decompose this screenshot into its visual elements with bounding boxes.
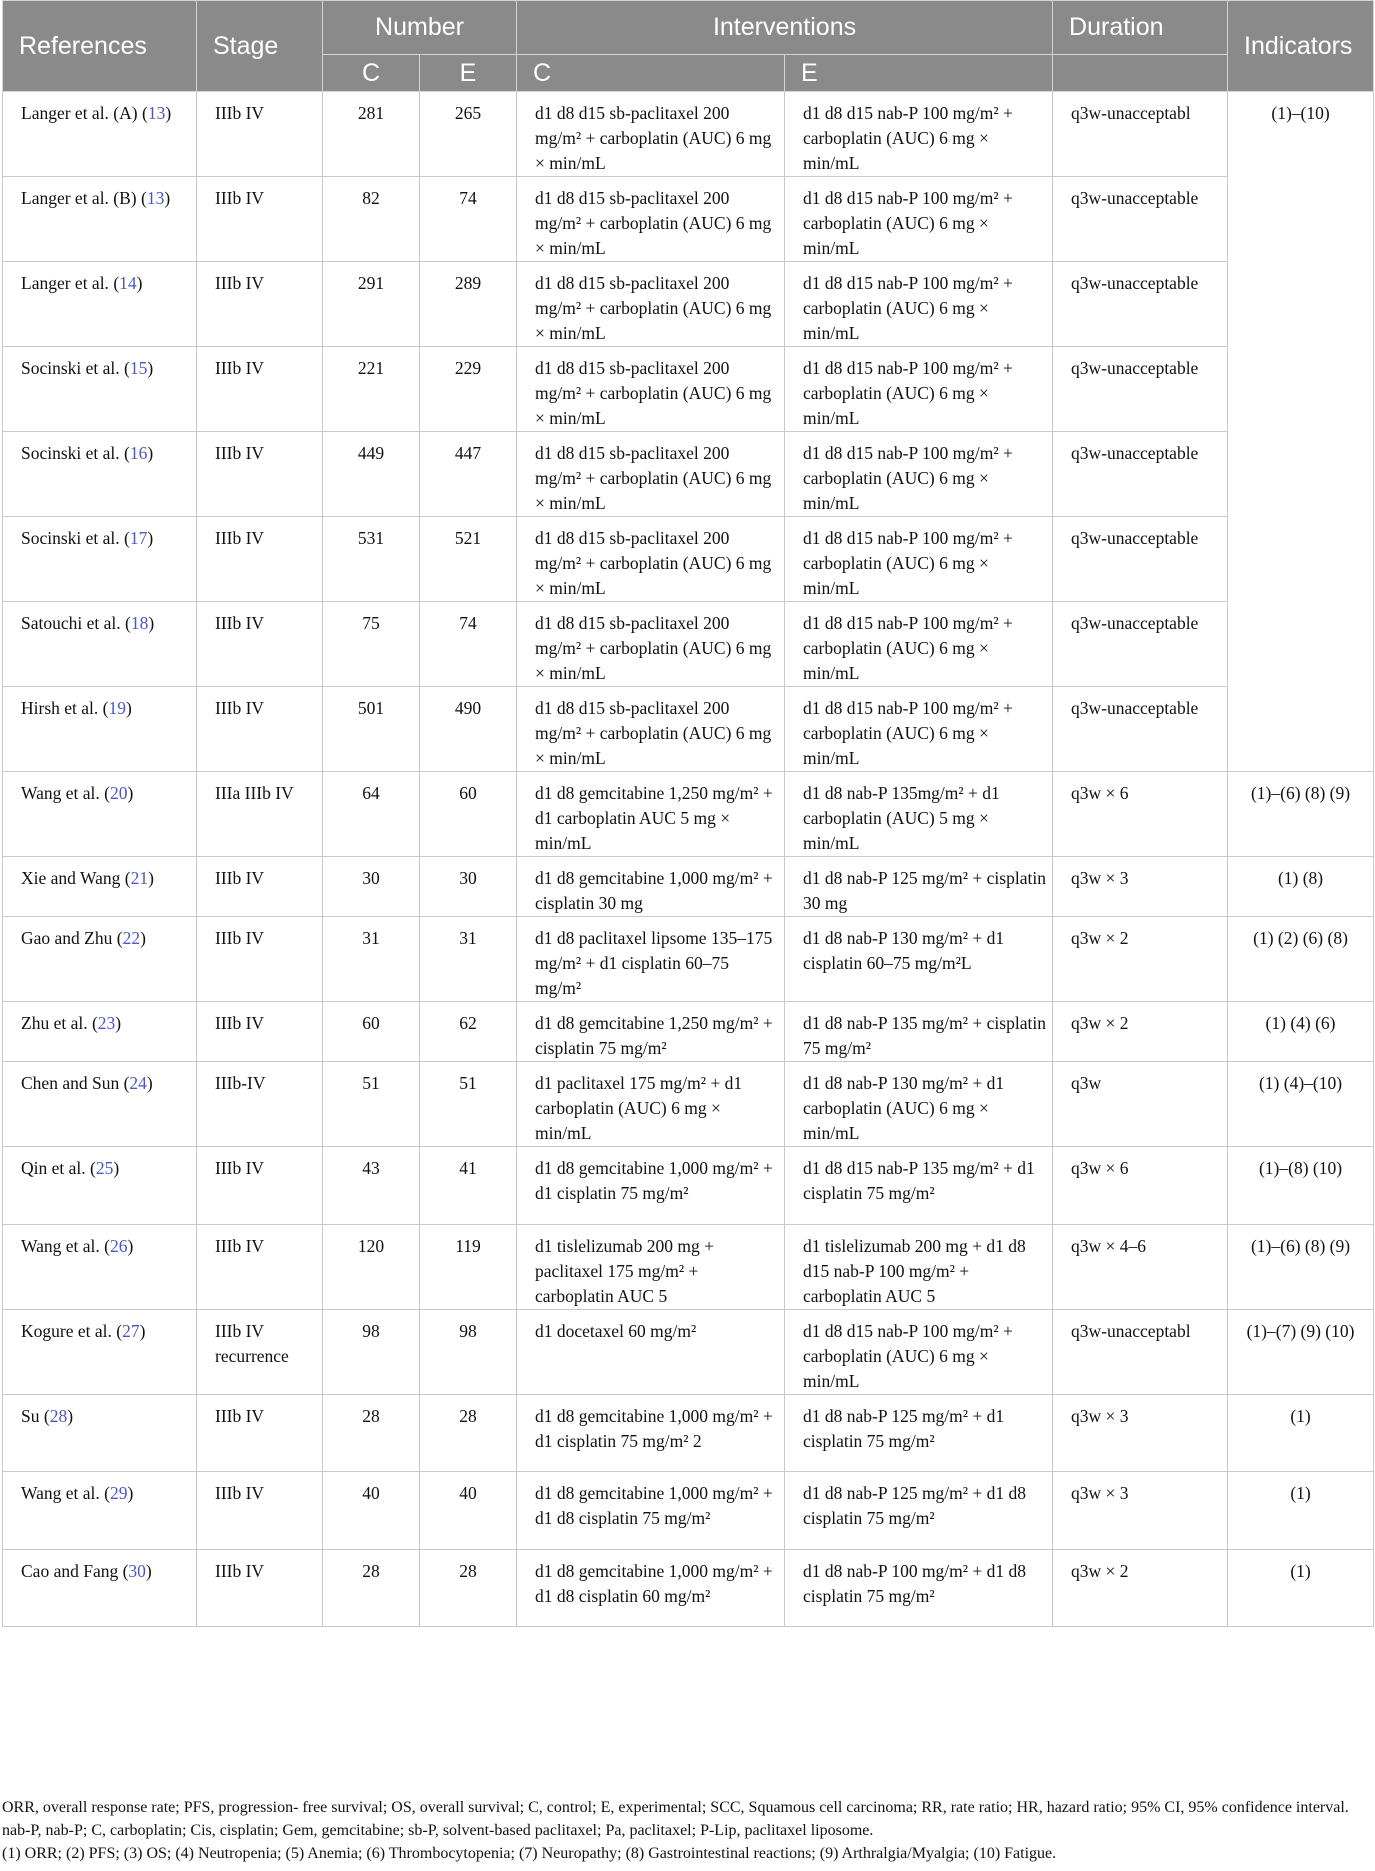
citation-link[interactable]: 21	[130, 868, 149, 888]
cell-number-e: 60	[420, 772, 517, 857]
cell-intervention-e: d1 d8 d15 nab-P 100 mg/m² + carboplatin (AUC) 6 mg × min/mL	[785, 1310, 1053, 1395]
cell-number-e: 289	[420, 262, 517, 347]
header-indicators: Indicators	[1228, 1, 1374, 92]
table-row	[3, 772, 1374, 857]
cell-intervention-c: d1 d8 d15 sb-paclitaxel 200 mg/m² + carboplatin (AUC) 6 mg × min/mL	[517, 92, 785, 177]
cell-duration: q3w × 3	[1053, 857, 1228, 917]
table-row	[3, 347, 1374, 432]
cell-number-c: 501	[323, 687, 420, 772]
cell-intervention-c: d1 d8 gemcitabine 1,000 mg/m² + d1 d8 cisplatin 60 mg/m²	[517, 1550, 785, 1627]
cell-number-e: 62	[420, 1002, 517, 1062]
cell-duration: q3w-unacceptable	[1053, 432, 1228, 517]
cell-intervention-c: d1 d8 gemcitabine 1,000 mg/m² + d1 d8 cisplatin 75 mg/m²	[517, 1472, 785, 1550]
citation-link[interactable]: 19	[108, 698, 126, 718]
cell-duration: q3w-unacceptable	[1053, 177, 1228, 262]
cell-stage: IIIb IV	[197, 1002, 323, 1062]
cell-stage: IIIb IV	[197, 517, 323, 602]
header-references: References	[3, 1, 197, 92]
cell-reference: Socinski et al. (16)	[3, 432, 197, 517]
cell-duration: q3w-unacceptable	[1053, 687, 1228, 772]
cell-intervention-c: d1 d8 gemcitabine 1,250 mg/m² + d1 carboplatin AUC 5 mg × min/mL	[517, 772, 785, 857]
cell-reference: Qin et al. (25)	[3, 1147, 197, 1225]
cell-duration: q3w-unacceptable	[1053, 517, 1228, 602]
studies-table	[2, 0, 1374, 1627]
table-row	[3, 1395, 1374, 1472]
cell-indicators: (1)	[1228, 1472, 1374, 1550]
cell-stage: IIIb IV	[197, 1472, 323, 1550]
table-row	[3, 1310, 1374, 1395]
header-interventions: Interventions	[517, 1, 1053, 55]
cell-stage: IIIa IIIb IV	[197, 772, 323, 857]
cell-intervention-c: d1 d8 d15 sb-paclitaxel 200 mg/m² + carboplatin (AUC) 6 mg × min/mL	[517, 517, 785, 602]
reference-author: Langer et al. (A)	[21, 103, 138, 123]
cell-reference: Su (28)	[3, 1395, 197, 1472]
header-number-c: C	[323, 55, 420, 92]
cell-indicators	[1228, 687, 1374, 772]
cell-number-e: 74	[420, 602, 517, 687]
cell-intervention-c: d1 d8 d15 sb-paclitaxel 200 mg/m² + carboplatin (AUC) 6 mg × min/mL	[517, 177, 785, 262]
cell-number-c: 60	[323, 1002, 420, 1062]
cell-number-c: 64	[323, 772, 420, 857]
cell-intervention-c: d1 docetaxel 60 mg/m²	[517, 1310, 785, 1395]
cell-duration: q3w × 2	[1053, 917, 1228, 1002]
cell-stage: IIIb IV	[197, 1225, 323, 1310]
citation-link[interactable]: 17	[129, 528, 148, 548]
reference-author: Socinski et al.	[21, 528, 120, 548]
cell-intervention-e: d1 d8 nab-P 130 mg/m² + d1 cisplatin 60–75 mg/m²L	[785, 917, 1053, 1002]
cell-intervention-e: d1 d8 nab-P 130 mg/m² + d1 carboplatin (AUC) 6 mg × min/mL	[785, 1062, 1053, 1147]
cell-reference: Satouchi et al. (18)	[3, 602, 197, 687]
cell-intervention-c: d1 d8 d15 sb-paclitaxel 200 mg/m² + carboplatin (AUC) 6 mg × min/mL	[517, 262, 785, 347]
citation-link[interactable]: 18	[130, 613, 149, 633]
cell-reference: Zhu et al. (23)	[3, 1002, 197, 1062]
table-row	[3, 432, 1374, 517]
cell-indicators: (1)	[1228, 1550, 1374, 1627]
cell-reference: Cao and Fang (30)	[3, 1550, 197, 1627]
cell-reference: Xie and Wang (21)	[3, 857, 197, 917]
table-row	[3, 517, 1374, 602]
table-row	[3, 1002, 1374, 1062]
cell-stage: IIIb IV	[197, 1395, 323, 1472]
cell-number-e: 28	[420, 1550, 517, 1627]
cell-duration: q3w × 2	[1053, 1002, 1228, 1062]
cell-reference: Langer et al. (14)	[3, 262, 197, 347]
cell-reference: Hirsh et al. (19)	[3, 687, 197, 772]
cell-intervention-e: d1 d8 d15 nab-P 100 mg/m² + carboplatin (AUC) 6 mg × min/mL	[785, 432, 1053, 517]
cell-indicators: (1) (4)–(10)	[1228, 1062, 1374, 1147]
table-row	[3, 917, 1374, 1002]
cell-intervention-c: d1 d8 gemcitabine 1,000 mg/m² + d1 cisplatin 75 mg/m² 2	[517, 1395, 785, 1472]
table-row	[3, 687, 1374, 772]
header-duration-sub	[1053, 55, 1228, 92]
cell-reference: Langer et al. (A) (13)	[3, 92, 197, 177]
reference-author: Socinski et al.	[21, 443, 120, 463]
cell-intervention-e: d1 d8 nab-P 135 mg/m² + cisplatin 75 mg/m²	[785, 1002, 1053, 1062]
cell-stage: IIIb IV	[197, 1550, 323, 1627]
cell-number-c: 449	[323, 432, 420, 517]
table-row	[3, 1062, 1374, 1147]
cell-intervention-c: d1 d8 gemcitabine 1,000 mg/m² + cisplatin 30 mg	[517, 857, 785, 917]
cell-stage: IIIb IV	[197, 857, 323, 917]
table-row	[3, 602, 1374, 687]
cell-duration: q3w × 6	[1053, 1147, 1228, 1225]
reference-author: Wang et al.	[21, 1483, 100, 1503]
reference-author: Chen and Sun	[21, 1073, 120, 1093]
cell-number-e: 41	[420, 1147, 517, 1225]
cell-reference: Socinski et al. (15)	[3, 347, 197, 432]
table-row	[3, 1225, 1374, 1310]
cell-intervention-c: d1 d8 d15 sb-paclitaxel 200 mg/m² + carboplatin (AUC) 6 mg × min/mL	[517, 432, 785, 517]
cell-stage: IIIb IV	[197, 347, 323, 432]
reference-author: Socinski et al.	[21, 358, 120, 378]
cell-reference: Chen and Sun (24)	[3, 1062, 197, 1147]
citation-link[interactable]: 14	[119, 273, 137, 293]
table-row	[3, 92, 1374, 177]
cell-intervention-e: d1 d8 d15 nab-P 100 mg/m² + carboplatin (AUC) 6 mg × min/mL	[785, 92, 1053, 177]
footnote-abbreviations: ORR, overall response rate; PFS, progression- free survival; OS, overall survival; C, control; E, experimental; SCC, Squamous cell carcinoma; RR, rate ratio; HR, hazard ratio; 95% CI, 95% confidence interval. nab-P, nab-P; C, carboplatin; Cis, cisplatin; Gem, gemcitabine; sb-P, solvent-based paclitaxel; Pa, paclitaxel; P-Lip, paclitaxel liposome.	[2, 1799, 1349, 1839]
cell-indicators	[1228, 602, 1374, 687]
citation-link[interactable]: 13	[146, 188, 165, 208]
reference-author: Cao and Fang	[21, 1561, 119, 1581]
cell-intervention-c: d1 d8 d15 sb-paclitaxel 200 mg/m² + carboplatin (AUC) 6 mg × min/mL	[517, 602, 785, 687]
cell-indicators: (1) (2) (6) (8)	[1228, 917, 1374, 1002]
cell-stage: IIIb IV	[197, 432, 323, 517]
citation-link[interactable]: 13	[147, 103, 166, 123]
cell-number-e: 265	[420, 92, 517, 177]
cell-stage: IIIb IV	[197, 602, 323, 687]
cell-number-c: 291	[323, 262, 420, 347]
reference-author: Qin et al.	[21, 1158, 86, 1178]
cell-intervention-e: d1 d8 d15 nab-P 100 mg/m² + carboplatin (AUC) 6 mg × min/mL	[785, 347, 1053, 432]
cell-duration: q3w-unacceptabl	[1053, 92, 1228, 177]
table-row	[3, 262, 1374, 347]
cell-reference: Kogure et al. (27)	[3, 1310, 197, 1395]
cell-number-e: 40	[420, 1472, 517, 1550]
cell-indicators	[1228, 262, 1374, 347]
reference-author: Wang et al.	[21, 1236, 100, 1256]
cell-stage: IIIb IV	[197, 92, 323, 177]
citation-link[interactable]: 25	[95, 1158, 114, 1178]
cell-duration: q3w-unacceptable	[1053, 347, 1228, 432]
cell-number-c: 28	[323, 1395, 420, 1472]
cell-intervention-c: d1 d8 paclitaxel lipsome 135–175 mg/m² + d1 cisplatin 60–75 mg/m²	[517, 917, 785, 1002]
reference-author: Langer et al.	[21, 273, 109, 293]
citation-link[interactable]: 26	[109, 1236, 128, 1256]
cell-indicators: (1)–(6) (8) (9)	[1228, 1225, 1374, 1310]
header-duration: Duration	[1053, 1, 1228, 55]
cell-number-c: 531	[323, 517, 420, 602]
cell-stage: IIIb IV	[197, 177, 323, 262]
citation-link[interactable]: 27	[122, 1321, 140, 1341]
reference-author: Hirsh et al.	[21, 698, 99, 718]
table-row	[3, 1472, 1374, 1550]
citation-link[interactable]: 22	[122, 928, 141, 948]
cell-intervention-e: d1 d8 d15 nab-P 100 mg/m² + carboplatin (AUC) 6 mg × min/mL	[785, 602, 1053, 687]
cell-duration: q3w-unacceptabl	[1053, 1310, 1228, 1395]
cell-number-e: 119	[420, 1225, 517, 1310]
cell-number-e: 31	[420, 917, 517, 1002]
cell-indicators	[1228, 177, 1374, 262]
cell-number-c: 40	[323, 1472, 420, 1550]
cell-number-c: 281	[323, 92, 420, 177]
cell-number-c: 120	[323, 1225, 420, 1310]
cell-number-c: 28	[323, 1550, 420, 1627]
cell-indicators: (1)–(7) (9) (10)	[1228, 1310, 1374, 1395]
cell-intervention-c: d1 d8 gemcitabine 1,000 mg/m² + d1 cisplatin 75 mg/m²	[517, 1147, 785, 1225]
cell-number-c: 43	[323, 1147, 420, 1225]
cell-number-e: 74	[420, 177, 517, 262]
cell-stage: IIIb IV	[197, 917, 323, 1002]
table-body	[3, 92, 1374, 1627]
cell-duration: q3w × 4–6	[1053, 1225, 1228, 1310]
cell-intervention-e: d1 tislelizumab 200 mg + d1 d8 d15 nab-P 100 mg/m² + carboplatin AUC 5	[785, 1225, 1053, 1310]
cell-reference: Langer et al. (B) (13)	[3, 177, 197, 262]
cell-stage: IIIb-IV	[197, 1062, 323, 1147]
cell-intervention-e: d1 d8 d15 nab-P 100 mg/m² + carboplatin (AUC) 6 mg × min/mL	[785, 262, 1053, 347]
citation-link[interactable]: 15	[129, 358, 148, 378]
header-stage: Stage	[197, 1, 323, 92]
reference-author: Wang et al.	[21, 783, 100, 803]
cell-indicators: (1) (8)	[1228, 857, 1374, 917]
cell-duration: q3w-unacceptable	[1053, 602, 1228, 687]
cell-intervention-c: d1 paclitaxel 175 mg/m² + d1 carboplatin (AUC) 6 mg × min/mL	[517, 1062, 785, 1147]
reference-author: Satouchi et al.	[21, 613, 121, 633]
cell-duration: q3w × 2	[1053, 1550, 1228, 1627]
cell-duration: q3w × 3	[1053, 1472, 1228, 1550]
table-footnotes	[2, 1796, 1370, 1865]
citation-link[interactable]: 30	[128, 1561, 146, 1581]
cell-number-e: 28	[420, 1395, 517, 1472]
cell-number-c: 31	[323, 917, 420, 1002]
cell-intervention-e: d1 d8 nab-P 125 mg/m² + cisplatin 30 mg	[785, 857, 1053, 917]
cell-stage: IIIb IV recurrence	[197, 1310, 323, 1395]
header-number: Number	[323, 1, 517, 55]
cell-number-c: 221	[323, 347, 420, 432]
reference-author: Su	[21, 1406, 40, 1426]
citation-link[interactable]: 20	[109, 783, 128, 803]
citation-link[interactable]: 23	[97, 1013, 116, 1033]
cell-duration: q3w × 6	[1053, 772, 1228, 857]
reference-author: Zhu et al.	[21, 1013, 88, 1033]
cell-duration: q3w × 3	[1053, 1395, 1228, 1472]
cell-intervention-c: d1 d8 gemcitabine 1,250 mg/m² + cisplatin 75 mg/m²	[517, 1002, 785, 1062]
header-interventions-e: E	[785, 55, 1053, 92]
table-row	[3, 1147, 1374, 1225]
cell-intervention-e: d1 d8 d15 nab-P 135 mg/m² + d1 cisplatin 75 mg/m²	[785, 1147, 1053, 1225]
citation-link[interactable]: 16	[129, 443, 148, 463]
citation-link[interactable]: 28	[49, 1406, 68, 1426]
table-row	[3, 1550, 1374, 1627]
cell-stage: IIIb IV	[197, 1147, 323, 1225]
cell-stage: IIIb IV	[197, 687, 323, 772]
cell-intervention-e: d1 d8 nab-P 135mg/m² + d1 carboplatin (AUC) 5 mg × min/mL	[785, 772, 1053, 857]
cell-number-e: 521	[420, 517, 517, 602]
cell-number-e: 490	[420, 687, 517, 772]
cell-number-c: 98	[323, 1310, 420, 1395]
cell-duration: q3w	[1053, 1062, 1228, 1147]
table-row	[3, 177, 1374, 262]
cell-intervention-c: d1 tislelizumab 200 mg + paclitaxel 175 mg/m² + carboplatin AUC 5	[517, 1225, 785, 1310]
cell-number-c: 75	[323, 602, 420, 687]
cell-intervention-e: d1 d8 d15 nab-P 100 mg/m² + carboplatin (AUC) 6 mg × min/mL	[785, 517, 1053, 602]
cell-indicators: (1)–(6) (8) (9)	[1228, 772, 1374, 857]
cell-intervention-e: d1 d8 nab-P 125 mg/m² + d1 cisplatin 75 mg/m²	[785, 1395, 1053, 1472]
cell-number-e: 229	[420, 347, 517, 432]
cell-number-c: 30	[323, 857, 420, 917]
cell-reference: Socinski et al. (17)	[3, 517, 197, 602]
cell-number-c: 82	[323, 177, 420, 262]
reference-author: Gao and Zhu	[21, 928, 113, 948]
table-row	[3, 857, 1374, 917]
cell-intervention-c: d1 d8 d15 sb-paclitaxel 200 mg/m² + carboplatin (AUC) 6 mg × min/mL	[517, 347, 785, 432]
reference-author: Xie and Wang	[21, 868, 121, 888]
cell-indicators: (1)–(10)	[1228, 92, 1374, 177]
cell-intervention-e: d1 d8 nab-P 100 mg/m² + d1 d8 cisplatin 75 mg/m²	[785, 1550, 1053, 1627]
cell-reference: Gao and Zhu (22)	[3, 917, 197, 1002]
reference-author: Kogure et al.	[21, 1321, 112, 1341]
cell-stage: IIIb IV	[197, 262, 323, 347]
header-interventions-c: C	[517, 55, 785, 92]
cell-number-e: 447	[420, 432, 517, 517]
cell-indicators	[1228, 347, 1374, 432]
cell-number-c: 51	[323, 1062, 420, 1147]
cell-indicators: (1) (4) (6)	[1228, 1002, 1374, 1062]
cell-intervention-c: d1 d8 d15 sb-paclitaxel 200 mg/m² + carboplatin (AUC) 6 mg × min/mL	[517, 687, 785, 772]
cell-intervention-e: d1 d8 d15 nab-P 100 mg/m² + carboplatin (AUC) 6 mg × min/mL	[785, 687, 1053, 772]
cell-reference: Wang et al. (26)	[3, 1225, 197, 1310]
citation-link[interactable]: 24	[129, 1073, 147, 1093]
cell-intervention-e: d1 d8 nab-P 125 mg/m² + d1 d8 cisplatin 75 mg/m²	[785, 1472, 1053, 1550]
cell-duration: q3w-unacceptable	[1053, 262, 1228, 347]
cell-indicators: (1)	[1228, 1395, 1374, 1472]
cell-intervention-e: d1 d8 d15 nab-P 100 mg/m² + carboplatin (AUC) 6 mg × min/mL	[785, 177, 1053, 262]
cell-number-e: 30	[420, 857, 517, 917]
cell-number-e: 51	[420, 1062, 517, 1147]
cell-indicators	[1228, 432, 1374, 517]
footnote-indicators: (1) ORR; (2) PFS; (3) OS; (4) Neutropenia; (5) Anemia; (6) Thrombocytopenia; (7) Neuropathy; (8) Gastrointestinal reactions; (9) Arthralgia/Myalgia; (10) Fatigue.	[2, 1845, 1057, 1862]
cell-reference: Wang et al. (20)	[3, 772, 197, 857]
cell-indicators: (1)–(8) (10)	[1228, 1147, 1374, 1225]
reference-author: Langer et al. (B)	[21, 188, 137, 208]
cell-indicators	[1228, 517, 1374, 602]
citation-link[interactable]: 29	[109, 1483, 128, 1503]
cell-number-e: 98	[420, 1310, 517, 1395]
cell-reference: Wang et al. (29)	[3, 1472, 197, 1550]
header-number-e: E	[420, 55, 517, 92]
